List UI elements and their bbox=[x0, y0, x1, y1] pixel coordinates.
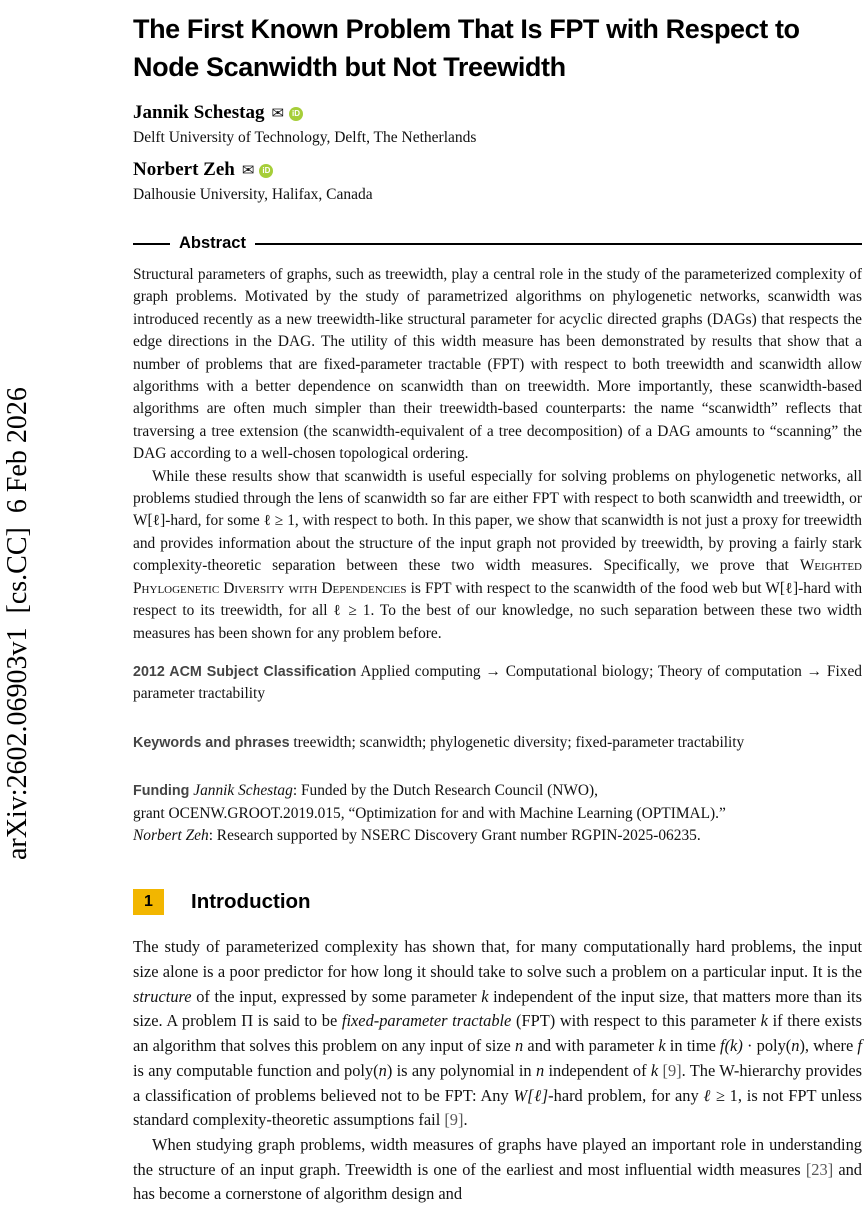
citation-link[interactable]: [9] bbox=[444, 1110, 464, 1130]
paper-content bbox=[133, 10, 862, 1207]
text-segment: if there exists an algorithm that solves this problem on any input of size bbox=[133, 1011, 862, 1056]
text-segment: fixed-parameter tractable bbox=[341, 1011, 512, 1031]
text-segment: independent of bbox=[544, 1060, 651, 1080]
text-segment: (FPT) with respect to this parameter bbox=[511, 1011, 761, 1031]
orcid-icon[interactable]: iD bbox=[289, 107, 303, 121]
text-segment: Jannik Schestag bbox=[193, 782, 293, 800]
funding-line-2 bbox=[133, 803, 862, 825]
author-affiliation: Dalhousie University, Halifax, Canada bbox=[133, 186, 373, 203]
citation-link[interactable]: [23] bbox=[805, 1159, 834, 1179]
acm-classification-line bbox=[133, 661, 862, 706]
meta-label: 2012 ACM Subject Classification bbox=[133, 663, 357, 680]
text-segment: of the input, expressed by some parameter bbox=[191, 986, 482, 1006]
text-segment: : Funded by the Dutch Research Council (NWO), bbox=[292, 782, 599, 800]
text-segment: · poly( bbox=[742, 1036, 792, 1056]
section-number-box: 1 bbox=[133, 889, 164, 915]
author-line bbox=[133, 159, 862, 181]
paper-page bbox=[0, 10, 865, 1210]
author-block-2 bbox=[133, 159, 862, 204]
acm-classification bbox=[133, 661, 862, 706]
funding bbox=[133, 780, 862, 847]
text-segment: n bbox=[378, 1060, 387, 1080]
author-block-1 bbox=[133, 102, 862, 147]
text-segment: k bbox=[760, 1011, 768, 1031]
text-segment: n bbox=[515, 1036, 524, 1056]
text-segment: When studying graph problems, width measures of graphs have played an important role in understanding the structure of an input graph. Treewidth is one of the earliest and most influential width measures bbox=[133, 1134, 862, 1179]
funding-line-3 bbox=[133, 825, 862, 847]
text-segment: Norbert Zeh bbox=[133, 826, 209, 844]
text-segment: k bbox=[481, 986, 489, 1006]
mail-icon[interactable]: ✉ bbox=[271, 106, 285, 122]
text-segment: The study of parameterized complexity has shown that, for many computationally hard problems, the input size alone is a poor predictor for how long it should take to solve such a problem on a particular input. It is the bbox=[133, 937, 862, 982]
text-segment: f bbox=[857, 1036, 862, 1056]
author-name: Norbert Zeh bbox=[133, 159, 235, 180]
text-segment: W[ℓ] bbox=[513, 1085, 549, 1105]
section-1-heading bbox=[133, 889, 862, 915]
abstract-label: Abstract bbox=[179, 234, 246, 252]
text-segment: Weighted Phylogenetic Diversity with Dependencies bbox=[133, 557, 862, 597]
citation-link[interactable]: [9] bbox=[662, 1060, 682, 1080]
text-segment: treewidth; scanwidth; phylogenetic diversity; fixed-parameter tractability bbox=[289, 733, 745, 751]
text-segment: k bbox=[658, 1036, 666, 1056]
text-segment: : Research supported by NSERC Discovery Grant number RGPIN-2025-06235. bbox=[208, 826, 701, 844]
text-segment: ℓ bbox=[703, 1085, 712, 1105]
abstract-body bbox=[133, 264, 862, 645]
abstract-paragraph-1: Structural parameters of graphs, such as treewidth, play a central role in the study of the parameterized complexity of graph problems. Motivated by the study of parametrized algorithms on phylogenetic networks, scanwidth was introduced recently as a new treewidth-like structural parameter for acyclic directed graphs (DAGs) that respects the edge directions in the DAG. The utility of this width measure has been demonstrated by results that show that a number of problems that are fixed-parameter tractable (FPT) with respect to both treewidth and scanwidth allow algorithms with a better dependence on scanwidth than on treewidth. More importantly, these scanwidth-based algorithms are often much simpler than their treewidth-based counterparts: the name “scanwidth” reflects that traversing a tree extension (the scanwidth-equivalent of a tree decomposition) of a DAG amounts to “scanning” the DAG according to a well-chosen topological ordering. bbox=[133, 266, 862, 463]
orcid-icon[interactable]: iD bbox=[259, 164, 273, 178]
text-segment: structure bbox=[133, 986, 192, 1006]
text-segment: ), where bbox=[799, 1036, 858, 1056]
arxiv-stamp: arXiv:2602.06903v1 [cs.CC] 6 Feb 2026 bbox=[2, 387, 33, 861]
text-segment: n bbox=[535, 1060, 545, 1080]
text-segment: n bbox=[791, 1036, 800, 1056]
meta-label: Keywords and phrases bbox=[133, 734, 290, 751]
text-segment: in time bbox=[665, 1036, 721, 1056]
text-segment: f(k) bbox=[720, 1036, 743, 1056]
mail-icon[interactable]: ✉ bbox=[241, 163, 255, 179]
introduction-body bbox=[133, 935, 862, 1207]
section-title: Introduction bbox=[191, 890, 311, 914]
text-segment: and with parameter bbox=[523, 1036, 659, 1056]
page-title: The First Known Problem That Is FPT with Respect to Node Scanwidth but Not Treewidth bbox=[133, 14, 800, 82]
meta-label: Funding bbox=[133, 783, 190, 800]
text-segment: -hard problem, for any bbox=[548, 1085, 704, 1105]
text-segment: is FPT with respect to the scanwidth of the food web but W[ℓ]-hard with respect to its treewidth, for all ℓ ≥ 1. To the best of our knowledge, no such separation between these two width measures has been shown for any problem before. bbox=[133, 579, 863, 642]
intro-paragraph-1 bbox=[133, 935, 862, 1133]
abstract-rule-right bbox=[255, 243, 862, 245]
keywords bbox=[133, 732, 862, 754]
funding-line-1 bbox=[133, 780, 862, 802]
text-segment: . The W-hierarchy provides a classification of problems believed not to be FPT: Any bbox=[133, 1060, 862, 1105]
text-segment: While these results show that scanwidth is useful especially for solving problems on phylogenetic networks, all problems studied through the lens of scanwidth so far are either FPT with respect to both scanwidth and treewidth, or W[ℓ]-hard, for some ℓ ≥ 1, with respect to both. In this paper, we show that scanwidth is not just a proxy for treewidth and provides information about the structure of the input graph not provided by treewidth, by proving a fairly stark complexity-theoretic separation between these two width measures. Specifically, we prove that bbox=[133, 467, 862, 575]
text-segment: ) is any polynomial in bbox=[386, 1060, 536, 1080]
text-segment: ≥ 1, is not FPT unless standard complexity-theoretic assumptions fail bbox=[133, 1085, 862, 1130]
abstract-paragraph-2 bbox=[133, 466, 862, 645]
intro-paragraph-2 bbox=[133, 1133, 862, 1207]
text-segment: . bbox=[463, 1110, 468, 1130]
author-affiliation: Delft University of Technology, Delft, The Netherlands bbox=[133, 129, 477, 146]
author-name: Jannik Schestag bbox=[133, 102, 265, 123]
text-segment: is any computable function and poly( bbox=[133, 1060, 379, 1080]
abstract-heading bbox=[133, 234, 862, 253]
text-segment: and has become a cornerstone of algorithm design and bbox=[133, 1159, 862, 1204]
author-list bbox=[133, 102, 862, 204]
abstract-rule-left bbox=[133, 243, 170, 245]
keywords-line bbox=[133, 732, 862, 754]
text-segment: Applied computing → Computational biology; Theory of computation → Fixed parameter tractability bbox=[133, 662, 862, 703]
text-segment: k bbox=[650, 1060, 659, 1080]
text-segment: independent of the input size, that matters more than its size. A problem Π is said to be bbox=[133, 986, 862, 1031]
author-line bbox=[133, 102, 862, 124]
text-segment: grant OCENW.GROOT.2019.015, “Optimization for and with Machine Learning (OPTIMAL).” bbox=[133, 804, 726, 822]
